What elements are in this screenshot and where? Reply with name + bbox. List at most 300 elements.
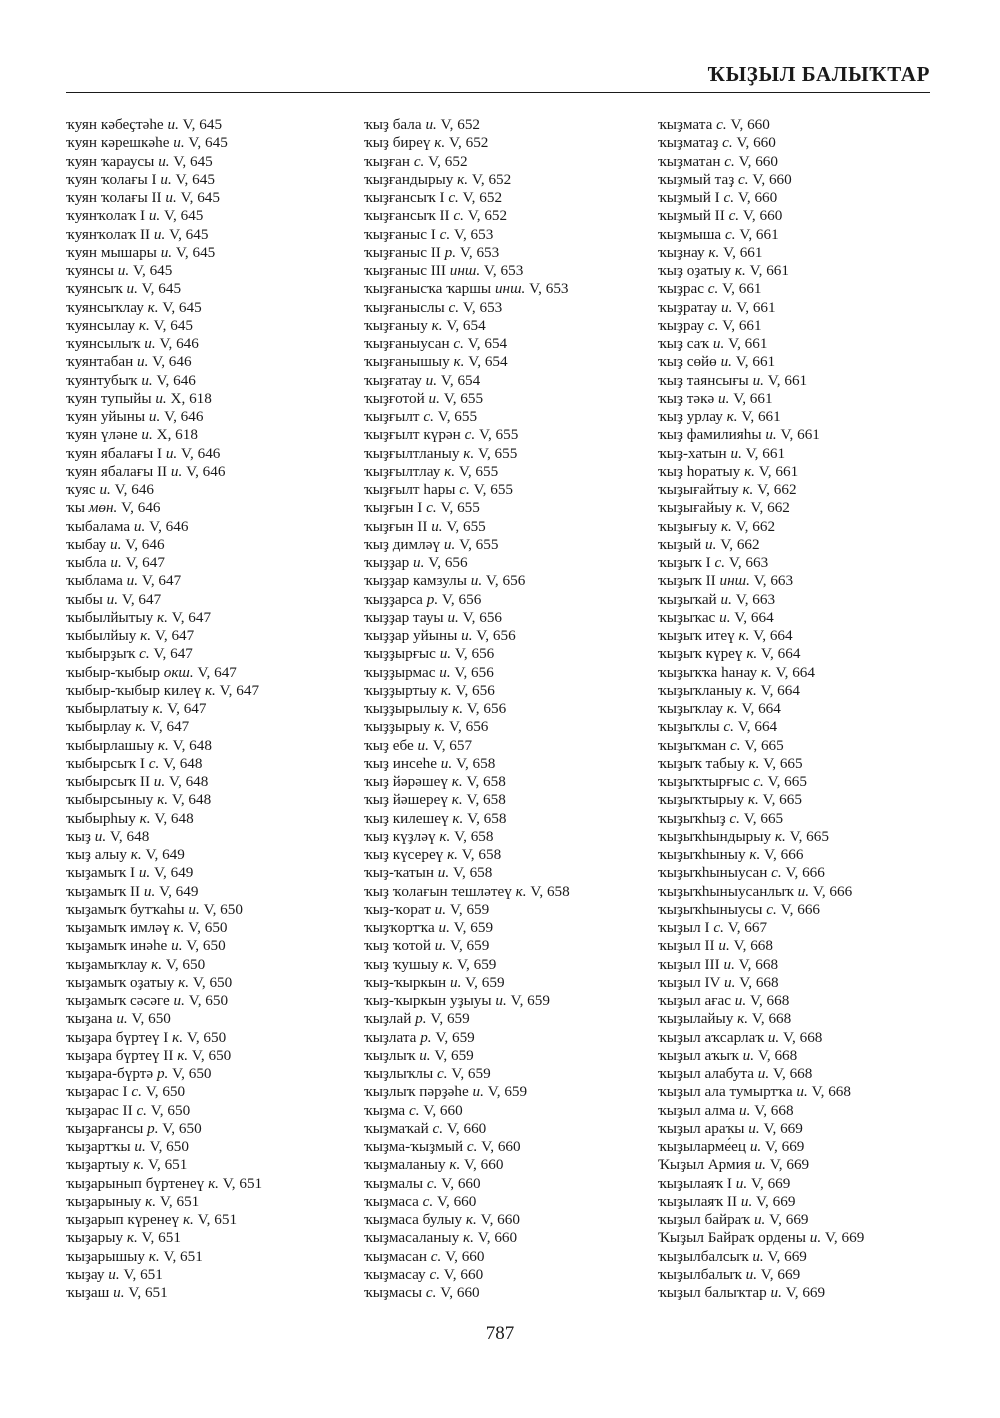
entry-word: ҡыҙма-ҡыҙмый xyxy=(364,1138,464,1155)
entry-ref: V, 650 xyxy=(145,1083,186,1101)
entry-pos: и. xyxy=(425,116,437,133)
entry-word: ҡыбыр-ҡыбыр xyxy=(66,663,160,681)
index-entry xyxy=(658,901,958,919)
index-entry xyxy=(364,645,664,663)
index-entry xyxy=(66,317,366,335)
entry-pos: и. xyxy=(134,1138,146,1155)
index-entry xyxy=(364,353,664,371)
entry-ref: V, 650 xyxy=(131,1010,171,1028)
entry-ref: V, 645 xyxy=(132,262,173,279)
entry-pos: к. xyxy=(434,134,446,152)
entry-word: ҡыҙарып күренеү xyxy=(66,1211,180,1228)
entry-pos: к. xyxy=(208,1174,219,1192)
index-entry xyxy=(364,1248,664,1266)
entry-word: ҡыҙ-ҡыркын уҙыуы xyxy=(364,992,492,1009)
entry-word: ҡыҙыл I xyxy=(658,919,710,936)
entry-ref: V, 658 xyxy=(466,791,506,809)
entry-ref: V, 649 xyxy=(154,864,194,882)
entry-ref: V, 660 xyxy=(480,1211,520,1228)
entry-word: ҡыҙарғансы xyxy=(66,1119,144,1137)
entry-word: ҡыҙыҡҡа һанау xyxy=(658,663,758,681)
index-entry xyxy=(658,1083,958,1101)
entry-ref: V, 661 xyxy=(749,262,789,279)
entry-word: ҡыҙара бүртеү II xyxy=(66,1046,174,1064)
entry-ref: V, 650 xyxy=(186,937,226,955)
index-entry xyxy=(658,1029,958,1047)
entry-word: ҡыҙыл алабута xyxy=(658,1065,754,1082)
index-entry xyxy=(364,518,664,536)
entry-pos: с. xyxy=(771,864,782,882)
entry-word: ҡыҙыл байраҡ xyxy=(658,1211,751,1228)
index-entry xyxy=(66,1284,366,1302)
entry-pos: и. xyxy=(153,773,166,790)
entry-ref: V, 661 xyxy=(741,408,781,425)
entry-word: ҡыҙғылтлау xyxy=(364,462,441,480)
entry-pos: и. xyxy=(745,1265,757,1283)
entry-word: ҡыҙ сөйө xyxy=(658,353,717,371)
index-entry xyxy=(658,645,958,663)
index-entry xyxy=(364,372,664,390)
index-entry xyxy=(658,700,958,718)
entry-ref: V, 653 xyxy=(453,225,494,243)
entry-ref: V, 647 xyxy=(149,718,190,736)
entry-word: ҡыҙ йәшереү xyxy=(364,791,448,809)
entry-pos: к. xyxy=(138,316,150,334)
index-entry xyxy=(658,627,958,645)
index-entry xyxy=(364,1083,664,1101)
entry-word: ҡыбылйытыу xyxy=(66,608,154,626)
entry-pos: к. xyxy=(451,773,463,790)
index-entry xyxy=(66,609,366,627)
entry-word: ҡыҙартыу xyxy=(66,1156,130,1174)
entry-pos: к. xyxy=(126,1229,138,1247)
entry-pos: к. xyxy=(182,1211,194,1228)
entry-pos: к. xyxy=(178,973,190,991)
entry-pos: и. xyxy=(160,170,172,188)
entry-ref: V, 646 xyxy=(114,481,155,498)
entry-pos: к. xyxy=(747,791,759,809)
index-entry xyxy=(66,901,366,919)
entry-word: ҡыҙматан xyxy=(658,152,721,170)
index-column-3 xyxy=(658,116,958,1302)
entry-pos: с. xyxy=(453,335,464,352)
entry-ref: V, 660 xyxy=(441,1174,481,1192)
entry-word: ҡуян уйыны xyxy=(66,408,146,425)
entry-pos: к. xyxy=(452,809,464,827)
entry-pos: с. xyxy=(148,754,160,772)
index-entry xyxy=(66,974,366,992)
entry-word: ҡыҙыҡһындырыу xyxy=(658,827,772,845)
entry-pos: и. xyxy=(94,827,107,845)
index-entry xyxy=(658,883,958,901)
index-entry xyxy=(658,1229,958,1247)
entry-pos: к. xyxy=(447,846,458,863)
entry-pos: с. xyxy=(425,1284,437,1301)
entry-pos: и. xyxy=(434,937,447,955)
entry-word: ҡыҙлата xyxy=(364,1028,417,1046)
entry-pos: и. xyxy=(730,444,742,462)
index-entry xyxy=(66,864,366,882)
entry-word: ҡуян үләне xyxy=(66,426,138,444)
index-entry xyxy=(364,317,664,335)
index-entry xyxy=(66,791,366,809)
entry-ref: V, 659 xyxy=(510,992,550,1009)
entry-pos: с. xyxy=(728,207,740,225)
entry-word: ҡыҙыл ала тумыртҡа xyxy=(658,1083,793,1101)
entry-ref: V, 649 xyxy=(159,882,199,900)
index-entry xyxy=(66,883,366,901)
entry-pos: к. xyxy=(453,353,465,371)
entry-word: ҡыҙыҡһыныусан xyxy=(658,864,768,882)
index-entry xyxy=(66,1083,366,1101)
entry-ref: V, 652 xyxy=(471,170,512,188)
index-entry xyxy=(658,974,958,992)
index-entry xyxy=(66,1211,366,1229)
entry-pos: и. xyxy=(126,280,138,298)
entry-word: ҡыҙғылт һары xyxy=(364,481,456,498)
index-entry xyxy=(364,1156,664,1174)
entry-ref: V, 646 xyxy=(159,335,199,352)
index-entry xyxy=(364,1175,664,1193)
entry-pos: и. xyxy=(148,408,161,425)
entry-word: ҡыҙғанысҡа ҡаршы xyxy=(364,280,492,298)
index-column-1 xyxy=(66,116,366,1302)
entry-pos: и. xyxy=(735,1174,748,1192)
entry-pos: и. xyxy=(739,1101,751,1119)
entry-word: ҡуянтабан xyxy=(66,353,134,371)
entry-pos: к. xyxy=(157,791,169,809)
index-entry xyxy=(66,353,366,371)
entry-pos: с. xyxy=(466,1138,478,1155)
entry-word: ҡуян мышары xyxy=(66,243,157,261)
index-entry xyxy=(66,1156,366,1174)
index-entry xyxy=(364,1211,664,1229)
entry-pos: к. xyxy=(738,627,750,644)
entry-pos: к. xyxy=(145,1192,157,1210)
entry-pos: р. xyxy=(147,1119,159,1137)
entry-ref: V, 647 xyxy=(141,572,182,590)
index-entry xyxy=(364,901,664,919)
entry-ref: V, 647 xyxy=(197,663,237,681)
entry-ref: V, 655 xyxy=(443,389,484,407)
entry-pos: и. xyxy=(449,973,462,991)
entry-word: ҡыҙҙар тауы xyxy=(364,608,444,626)
entry-word: ҡыҙыҡай xyxy=(658,590,717,608)
entry-ref: V, 645 xyxy=(169,225,209,243)
index-entry xyxy=(658,1211,958,1229)
entry-ref: V, 668 xyxy=(738,955,779,973)
index-entry xyxy=(364,1193,664,1211)
entry-pos: и. xyxy=(718,937,730,955)
entry-pos: и. xyxy=(171,937,183,955)
entry-ref: V, 647 xyxy=(125,554,165,571)
entry-word: ҡыҙара бүртеү I xyxy=(66,1028,169,1046)
index-entry xyxy=(364,755,664,773)
index-entry xyxy=(658,737,958,755)
entry-ref: V, 669 xyxy=(760,1265,801,1283)
entry-ref: V, 659 xyxy=(451,1065,491,1082)
index-entry xyxy=(658,408,958,426)
entry-pos: с. xyxy=(131,1083,142,1101)
index-entry xyxy=(364,974,664,992)
index-entry xyxy=(364,244,664,262)
entry-ref: V, 661 xyxy=(722,280,762,298)
entry-word: ҡыҙ ҡушыу xyxy=(364,955,439,973)
entry-ref: V, 648 xyxy=(172,736,212,754)
entry-ref: V, 645 xyxy=(162,298,202,316)
entry-pos: к. xyxy=(746,645,758,663)
entry-ref: V, 647 xyxy=(167,700,207,717)
entry-word: ҡыҙмасан xyxy=(364,1247,427,1265)
entry-ref: V, 661 xyxy=(745,444,786,462)
index-entry xyxy=(658,499,958,517)
entry-ref: V, 660 xyxy=(742,207,783,225)
entry-word: ҡыҙғаныу xyxy=(364,316,428,334)
entry-ref: V, 653 xyxy=(529,280,569,298)
index-entry xyxy=(658,1284,958,1302)
entry-word: ҡыҙғансыҡ II xyxy=(364,207,450,225)
entry-ref: V, 662 xyxy=(750,499,790,517)
entry-word: ҡыҙыҡлы xyxy=(658,718,720,736)
entry-word: ҡуян тупыйы xyxy=(66,389,152,407)
entry-word: ҡыҙғандырыу xyxy=(364,170,454,188)
entry-word: ҡыҙлыҡ пәрҙәһе xyxy=(364,1083,469,1101)
entry-ref: V, 654 xyxy=(446,316,486,334)
entry-word: ҡыҙмый II xyxy=(658,207,725,225)
entry-pos: и. xyxy=(165,189,177,206)
entry-ref: V, 646 xyxy=(181,444,221,462)
index-entry xyxy=(66,408,366,426)
entry-ref: V, 666 xyxy=(764,846,804,863)
index-entry xyxy=(66,1248,366,1266)
index-entry xyxy=(658,390,958,408)
entry-ref: V, 660 xyxy=(423,1101,463,1119)
entry-ref: V, 662 xyxy=(735,517,776,535)
entry-pos: и. xyxy=(170,462,183,480)
index-entry xyxy=(364,956,664,974)
index-entry xyxy=(658,664,958,682)
entry-pos: к. xyxy=(735,499,747,517)
index-entry xyxy=(364,937,664,955)
entry-word: ҡыҙғатау xyxy=(364,371,422,389)
entry-pos: с. xyxy=(707,280,719,298)
entry-pos: к. xyxy=(147,298,159,316)
entry-pos: с. xyxy=(413,152,425,170)
entry-word: ҡыҙ-хатын xyxy=(658,444,727,462)
entry-word: ҡыҙыҡ күреү xyxy=(658,645,743,663)
entry-ref: V, 666 xyxy=(780,900,821,918)
entry-pos: с. xyxy=(753,773,764,790)
entry-ref: V, 652 xyxy=(462,189,503,206)
entry-ref: V, 655 xyxy=(459,535,499,553)
entry-ref: V, 663 xyxy=(735,590,776,608)
index-entry xyxy=(658,1193,958,1211)
entry-ref: V, 652 xyxy=(428,152,468,170)
index-entry xyxy=(66,1138,366,1156)
entry-word: ҡуянсыҡ xyxy=(66,280,123,298)
entry-word: ҡыҙҙар камзулы xyxy=(364,572,467,590)
index-entry xyxy=(658,1065,958,1083)
index-entry xyxy=(658,609,958,627)
index-entry xyxy=(658,280,958,298)
entry-ref: V, 669 xyxy=(767,1247,807,1265)
entry-word: ҡыҙылаяҡ I xyxy=(658,1174,732,1192)
entry-word: Ҡыҙыл Армия xyxy=(658,1156,751,1174)
index-entry xyxy=(364,171,664,189)
index-entry xyxy=(658,937,958,955)
entry-word: ҡыҙамыҡ инәһе xyxy=(66,937,168,955)
entry-pos: р. xyxy=(426,590,439,608)
entry-ref: V, 656 xyxy=(449,718,489,736)
index-entry xyxy=(66,335,366,353)
index-entry xyxy=(658,171,958,189)
index-entry xyxy=(66,372,366,390)
entry-ref: V, 650 xyxy=(188,919,228,936)
entry-ref: V, 655 xyxy=(458,462,499,480)
index-entry xyxy=(658,262,958,280)
entry-word: ҡыҙратау xyxy=(658,298,718,316)
entry-ref: V, 652 xyxy=(449,134,489,152)
entry-ref: V, 655 xyxy=(478,426,519,444)
entry-word: ҡыҙғаныс II xyxy=(364,243,441,261)
index-entry xyxy=(66,481,366,499)
index-entry xyxy=(66,572,366,590)
entry-ref: V, 661 xyxy=(733,389,773,407)
index-entry xyxy=(66,773,366,791)
entry-pos: с. xyxy=(430,1247,442,1265)
entry-word: ҡыҙамыҡ I xyxy=(66,864,136,882)
index-entry xyxy=(364,499,664,517)
entry-ref: V, 646 xyxy=(156,371,196,389)
entry-word: ҡыбы xyxy=(66,590,103,608)
index-entry xyxy=(658,1102,958,1120)
entry-pos: и. xyxy=(153,225,166,243)
entry-pos: с. xyxy=(453,207,464,225)
entry-ref: V, 659 xyxy=(487,1083,528,1101)
entry-word: ҡыҙылайыу xyxy=(658,1010,734,1028)
entry-pos: к. xyxy=(760,663,772,681)
entry-word: ҡыҙыҡһыныусанлыҡ xyxy=(658,882,794,900)
entry-ref: V, 668 xyxy=(751,1010,792,1028)
entry-pos: и. xyxy=(748,1119,760,1137)
index-entry xyxy=(66,171,366,189)
entry-word: ҡыҙҙырғыс xyxy=(364,645,436,663)
index-entry xyxy=(364,664,664,682)
entry-ref: V, 660 xyxy=(446,1119,487,1137)
entry-pos: и. xyxy=(740,1192,753,1210)
entry-pos: и. xyxy=(106,590,119,608)
entry-pos: и. xyxy=(718,389,730,407)
entry-ref: X, 618 xyxy=(156,426,198,444)
entry-word: ҡыҙлыҡ xyxy=(364,1046,416,1064)
entry-ref: V, 665 xyxy=(743,809,784,827)
index-entry xyxy=(658,1156,958,1174)
entry-word: ҡыҙмаҡай xyxy=(364,1119,429,1137)
entry-word: ҡыҙғанышыу xyxy=(364,353,450,371)
index-entry xyxy=(364,1047,664,1065)
entry-ref: V, 660 xyxy=(752,170,792,188)
entry-word: ҡыҙғансыҡ I xyxy=(364,189,445,206)
index-entry xyxy=(364,718,664,736)
index-entry xyxy=(66,244,366,262)
entry-word: ҡыҙыҡһыҙ xyxy=(658,809,726,827)
entry-word: ҡыҙҙарса xyxy=(364,590,423,608)
entry-pos: и. xyxy=(437,864,450,882)
entry-ref: V, 645 xyxy=(182,116,223,133)
entry-ref: V, 660 xyxy=(443,1265,484,1283)
entry-ref: V, 656 xyxy=(441,590,482,608)
entry-pos: с. xyxy=(723,718,734,736)
entry-ref: V, 645 xyxy=(153,316,194,334)
entry-word: ҡыҙ килешеү xyxy=(364,809,449,827)
index-entry xyxy=(658,682,958,700)
entry-pos: и. xyxy=(99,481,111,498)
index-entry xyxy=(364,773,664,791)
entry-ref: V, 650 xyxy=(191,1046,232,1064)
index-entry xyxy=(66,737,366,755)
entry-ref: V, 645 xyxy=(175,243,216,261)
entry-word: ҡыҙ-ҡыркын xyxy=(364,973,447,991)
entry-ref: V, 651 xyxy=(128,1284,168,1301)
entry-word: ҡыҙыҡлау xyxy=(658,700,723,717)
entry-pos: и. xyxy=(719,608,731,626)
entry-word: ҡыҙыл алма xyxy=(658,1101,736,1119)
index-entry xyxy=(364,262,664,280)
entry-word: ҡыҙыҡ I xyxy=(658,554,711,571)
entry-ref: V, 660 xyxy=(736,134,776,152)
entry-ref: V, 647 xyxy=(153,645,193,663)
entry-word: ҡыҙ бала xyxy=(364,116,422,133)
entry-word: ҡуян ҡолағы II xyxy=(66,189,162,206)
entry-pos: к. xyxy=(157,736,169,754)
entry-ref: V, 659 xyxy=(434,1046,474,1064)
running-header xyxy=(66,60,930,93)
index-entry xyxy=(66,755,366,773)
entry-word: ҡыҙҙырыу xyxy=(364,718,431,736)
entry-ref: V, 651 xyxy=(163,1247,203,1265)
entry-pos: и. xyxy=(721,298,733,316)
entry-ref: V, 668 xyxy=(757,1046,798,1064)
index-entry xyxy=(66,1229,366,1247)
entry-ref: V, 656 xyxy=(455,681,495,699)
entry-word: ҡыҙмалы xyxy=(364,1174,424,1192)
entry-ref: V, 651 xyxy=(141,1229,181,1247)
entry-word: ҡыҙҙыртыу xyxy=(364,681,437,699)
entry-pos: с. xyxy=(459,481,470,498)
entry-word: ҡыҙыл II xyxy=(658,937,715,955)
entry-word: ҡыҙый xyxy=(658,535,702,553)
index-entry xyxy=(364,280,664,298)
entry-pos: с. xyxy=(713,919,724,936)
entry-ref: V, 658 xyxy=(466,773,506,790)
entry-pos: и. xyxy=(495,992,507,1009)
entry-ref: V, 666 xyxy=(812,882,853,900)
index-entry xyxy=(658,1047,958,1065)
index-entry xyxy=(658,353,958,371)
index-entry xyxy=(364,572,664,590)
index-entry xyxy=(66,846,366,864)
entry-pos: и. xyxy=(767,1028,780,1046)
index-entry xyxy=(658,372,958,390)
entry-word: ҡуян кәрешкәһе xyxy=(66,134,170,152)
entry-ref: V, 650 xyxy=(203,900,243,918)
entry-word: ҡуян ҡолағы I xyxy=(66,170,157,188)
entry-ref: V, 655 xyxy=(440,499,480,517)
entry-word: ҡыҙыл аҡыҡ xyxy=(658,1046,739,1064)
entry-ref: V, 669 xyxy=(769,1156,810,1174)
entry-word: ҡыҙамыҡ имләү xyxy=(66,919,170,936)
entry-pos: и. xyxy=(108,1265,120,1283)
